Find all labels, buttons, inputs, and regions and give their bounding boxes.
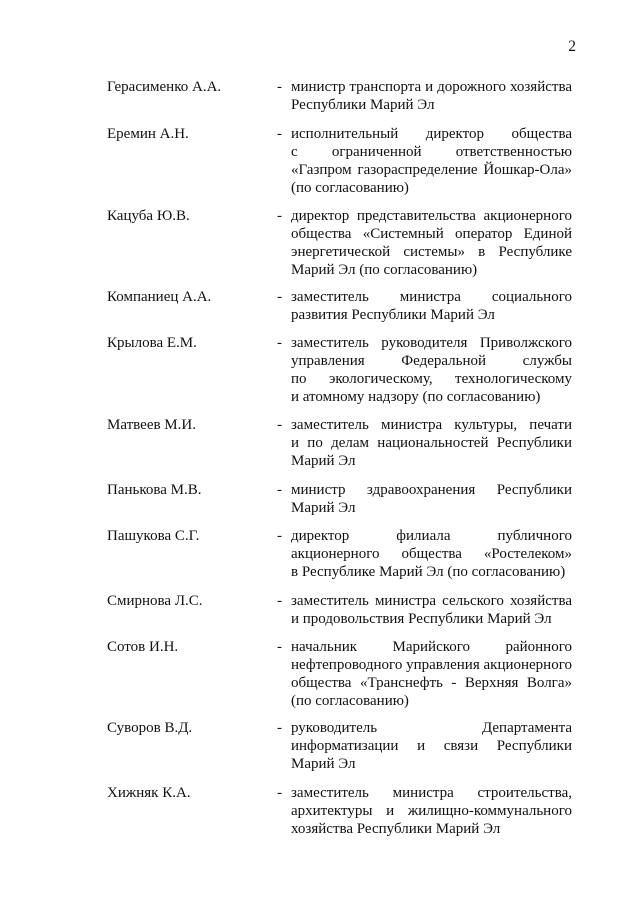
member-position xyxy=(291,784,572,838)
member-position xyxy=(291,334,572,406)
member-name: Суворов В.Д. xyxy=(107,720,193,736)
position-line: заместитель министра сельского хозяйства xyxy=(291,593,572,609)
position-line: нефтепроводного управления акционерного xyxy=(291,657,572,673)
separator-dash: - xyxy=(277,785,282,801)
member-name: Сотов И.Н. xyxy=(107,639,179,655)
member-entry xyxy=(107,784,573,838)
member-entry xyxy=(107,288,573,324)
member-position xyxy=(291,719,572,773)
member-entry xyxy=(107,719,573,773)
page-number: 2 xyxy=(568,38,576,55)
position-line: Марий Эл xyxy=(291,500,356,516)
separator-dash: - xyxy=(277,720,282,736)
member-entry xyxy=(107,334,573,406)
member-position xyxy=(291,481,572,517)
position-line: (по согласованию) xyxy=(291,180,409,196)
position-line: архитектуры и жилищно-коммунального xyxy=(291,803,572,819)
member-name: Компаниец А.А. xyxy=(107,289,212,305)
member-position xyxy=(291,288,572,324)
member-name: Герасименко А.А. xyxy=(107,79,222,95)
member-entry xyxy=(107,527,573,581)
position-line: Марий Эл xyxy=(291,756,356,772)
position-line: Марий Эл (по согласованию) xyxy=(291,262,478,278)
member-position xyxy=(291,207,572,279)
position-line: в Республике Марий Эл (по согласованию) xyxy=(291,564,566,580)
separator-dash: - xyxy=(277,289,282,305)
position-line: министр транспорта и дорожного хозяйства xyxy=(291,79,572,95)
member-name: Хижняк К.А. xyxy=(107,785,191,801)
separator-dash: - xyxy=(277,126,282,142)
position-line: управления Федеральной службы xyxy=(291,353,572,369)
separator-dash: - xyxy=(277,79,282,95)
position-line: (по согласованию) xyxy=(291,693,409,709)
position-line: заместитель министра социального xyxy=(291,289,572,305)
position-line: информатизации и связи Республики xyxy=(291,738,572,754)
position-line: заместитель министра строительства, xyxy=(291,785,572,801)
position-line: директор филиала публичного xyxy=(291,528,572,544)
position-line: начальник Марийского районного xyxy=(291,639,572,655)
separator-dash: - xyxy=(277,639,282,655)
separator-dash: - xyxy=(277,208,282,224)
position-line: общества «Транснефть - Верхняя Волга» xyxy=(291,675,572,691)
position-line: и по делам национальностей Республики xyxy=(291,435,572,451)
position-line: директор представительства акционерного xyxy=(291,208,572,224)
member-name: Еремин А.Н. xyxy=(107,126,189,142)
member-position xyxy=(291,592,572,628)
position-line: развития Республики Марий Эл xyxy=(291,307,495,323)
member-entry xyxy=(107,638,573,710)
member-entry xyxy=(107,481,573,517)
member-name: Смирнова Л.С. xyxy=(107,593,203,609)
position-line: и атомному надзору (по согласованию) xyxy=(291,389,541,405)
position-line: энергетической системы» в Республике xyxy=(291,244,572,260)
member-name: Крылова Е.М. xyxy=(107,335,197,351)
member-entry xyxy=(107,416,573,470)
position-line: с ограниченной ответственностью xyxy=(291,144,572,160)
separator-dash: - xyxy=(277,528,282,544)
member-entry xyxy=(107,207,573,279)
member-name: Панькова М.В. xyxy=(107,482,202,498)
position-line: исполнительный директор общества xyxy=(291,126,572,142)
position-line: по экологическому, технологическому xyxy=(291,371,572,387)
position-line: «Газпром газораспределение Йошкар-Ола» xyxy=(291,162,572,178)
member-entry xyxy=(107,592,573,628)
member-position xyxy=(291,78,572,114)
separator-dash: - xyxy=(277,335,282,351)
member-name: Кацуба Ю.В. xyxy=(107,208,190,224)
position-line: заместитель руководителя Приволжского xyxy=(291,335,572,351)
separator-dash: - xyxy=(277,417,282,433)
member-name: Пашукова С.Г. xyxy=(107,528,200,544)
separator-dash: - xyxy=(277,593,282,609)
position-line: хозяйства Республики Марий Эл xyxy=(291,821,501,837)
position-line: министр здравоохранения Республики xyxy=(291,482,572,498)
position-line: руководитель Департамента xyxy=(291,720,572,736)
member-position xyxy=(291,125,572,197)
member-entry xyxy=(107,78,573,114)
separator-dash: - xyxy=(277,482,282,498)
position-line: акционерного общества «Ростелеком» xyxy=(291,546,572,562)
position-line: общества «Системный оператор Единой xyxy=(291,226,572,242)
position-line: заместитель министра культуры, печати xyxy=(291,417,572,433)
member-position xyxy=(291,527,572,581)
position-line: и продовольствия Республики Марий Эл xyxy=(291,611,552,627)
member-name: Матвеев М.И. xyxy=(107,417,196,433)
member-entry xyxy=(107,125,573,197)
position-line: Марий Эл xyxy=(291,453,356,469)
member-position xyxy=(291,638,572,710)
position-line: Республики Марий Эл xyxy=(291,97,435,113)
member-position xyxy=(291,416,572,470)
